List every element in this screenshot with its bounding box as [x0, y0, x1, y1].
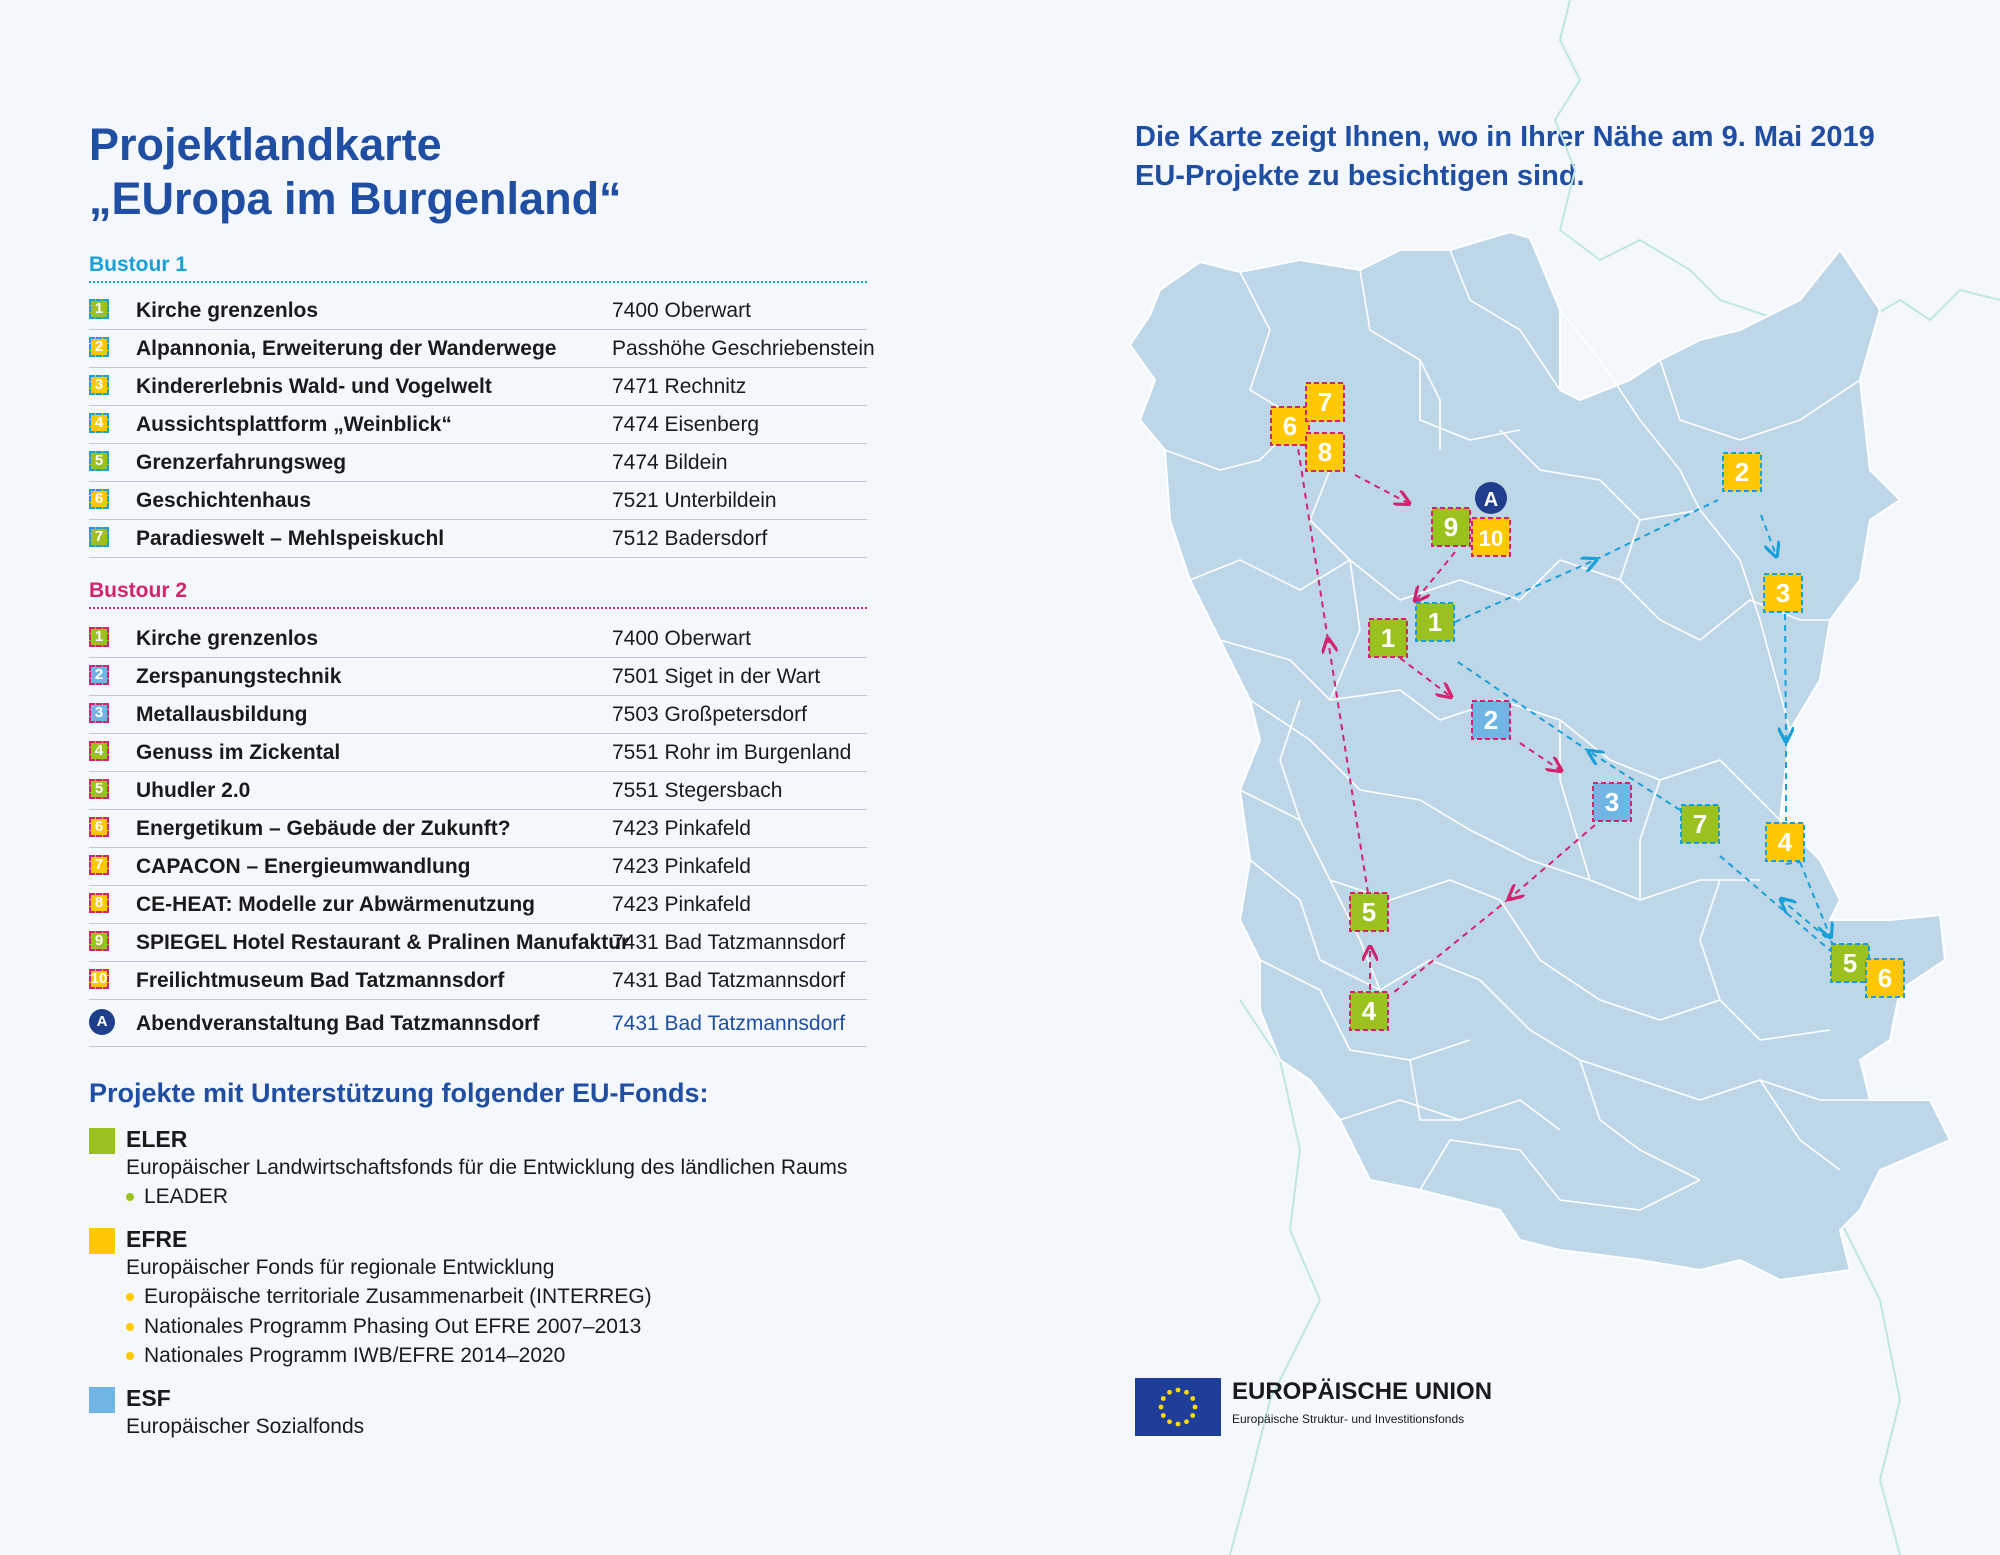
number-badge: 7: [89, 855, 109, 875]
number-badge: 10: [90, 970, 108, 987]
number-badge: 5: [89, 779, 109, 799]
map-marker-tour2: [1271, 407, 1309, 445]
project-name: Genuss im Zickental: [136, 741, 341, 764]
eler-name: ELER: [126, 1126, 188, 1152]
bustour2-heading: Bustour 2: [89, 579, 188, 602]
project-place: 7400 Oberwart: [612, 299, 751, 322]
project-place: 7551 Stegersbach: [612, 779, 783, 802]
map-marker-tour1: [1681, 805, 1719, 843]
map-marker-tour2: [1306, 383, 1344, 421]
state-border-line: [1230, 1000, 1320, 1555]
map-marker-tour2: [1350, 992, 1388, 1030]
number-badge: 6: [89, 489, 109, 509]
evening-badge: A: [89, 1009, 115, 1035]
project-name: CE-HEAT: Modelle zur Abwärmenutzung: [136, 893, 535, 916]
svg-text:A: A: [1483, 489, 1499, 511]
project-name: Uhudler 2.0: [136, 779, 251, 802]
map-marker-tour1: [1723, 453, 1761, 491]
svg-text:8: 8: [1317, 437, 1333, 467]
eu-star-icon: [1190, 1396, 1195, 1401]
project-name: Geschichtenhaus: [136, 489, 312, 512]
number-badge: 5: [89, 451, 109, 471]
headline-line-1: Die Karte zeigt Ihnen, wo in Ihrer Nähe am 9. Mai 2019: [1135, 121, 1875, 153]
project-name: Kindererlebnis Wald- und Vogelwelt: [136, 375, 492, 398]
map-marker-tour1: [1766, 823, 1804, 861]
project-place: 7431 Bad Tatzmannsdorf: [612, 931, 846, 954]
project-place: 7551 Rohr im Burgenland: [612, 741, 852, 764]
map-marker-tour2: [1472, 701, 1510, 739]
state-border-line: [1555, 0, 2000, 330]
bustour1-heading: Bustour 1: [89, 253, 188, 276]
eu-flag-icon: [1135, 1378, 1221, 1436]
project-name: Paradieswelt – Mehlspeiskuchl: [136, 527, 445, 550]
map-marker-tour2: [1432, 508, 1470, 546]
esf-name: ESF: [126, 1385, 171, 1411]
efre-bullet: Nationales Programm IWB/EFRE 2014–2020: [126, 1344, 565, 1368]
map-marker-tour2: [1593, 783, 1631, 821]
project-name: Alpannonia, Erweiterung der Wanderwege: [136, 337, 557, 360]
project-name: Zerspanungstechnik: [136, 665, 342, 688]
map-marker-tour2: [1350, 893, 1388, 931]
eu-star-icon: [1159, 1405, 1164, 1410]
project-name: CAPACON – Energieumwandlung: [136, 855, 471, 878]
map-marker-tour1: [1831, 944, 1869, 982]
map-marker-tour1: [1764, 574, 1802, 612]
eu-logo-line-1: EUROPÄISCHE UNION: [1232, 1378, 1493, 1405]
eu-star-icon: [1161, 1396, 1166, 1401]
svg-text:7: 7: [1692, 809, 1708, 839]
eu-star-icon: [1167, 1419, 1172, 1424]
eu-star-icon: [1167, 1390, 1172, 1395]
number-badge: 4: [89, 413, 109, 433]
svg-text:1: 1: [1380, 623, 1396, 653]
esf-desc: Europäischer Sozialfonds: [126, 1415, 365, 1438]
project-name: Freilichtmuseum Bad Tatzmannsdorf: [136, 969, 505, 992]
map-marker-tour1: [1866, 959, 1904, 997]
svg-text:2: 2: [1734, 457, 1750, 487]
map-marker-tour1: [1416, 603, 1454, 641]
eu-star-icon: [1184, 1390, 1189, 1395]
eu-star-icon: [1190, 1413, 1195, 1418]
number-badge: 9: [89, 931, 109, 951]
project-name: Kirche grenzenlos: [136, 627, 319, 650]
svg-text:3: 3: [1604, 787, 1620, 817]
efre-bullet: Europäische territoriale Zusammenarbeit (INTERREG): [126, 1285, 652, 1309]
efre-name: EFRE: [126, 1226, 188, 1252]
project-place: 7521 Unterbildein: [612, 489, 777, 512]
title-line-2: „EUropa im Burgenland“: [89, 173, 622, 224]
svg-text:5: 5: [1842, 948, 1858, 978]
eu-stars-icon: [1135, 1378, 1221, 1436]
project-name: Metallausbildung: [136, 703, 308, 726]
svg-text:3: 3: [1775, 578, 1791, 608]
title-line-1: Projektlandkarte: [89, 119, 442, 170]
number-badge: 3: [89, 703, 109, 723]
map-marker-tour2: [1472, 518, 1510, 556]
eu-star-icon: [1161, 1413, 1166, 1418]
map-marker-tour2: [1369, 619, 1407, 657]
project-place: 7474 Bildein: [612, 451, 728, 474]
project-name: SPIEGEL Hotel Restaurant & Pralinen Manufaktur: [136, 931, 630, 954]
number-badge: 7: [89, 527, 109, 547]
number-badge: 3: [89, 375, 109, 395]
efre-desc: Europäischer Fonds für regionale Entwicklung: [126, 1256, 555, 1279]
number-badge: 1: [89, 299, 109, 319]
eu-star-icon: [1176, 1422, 1181, 1427]
svg-text:4: 4: [1777, 827, 1793, 857]
project-place: 7512 Badersdorf: [612, 527, 768, 550]
svg-text:7: 7: [1317, 387, 1333, 417]
efre-bullet: Nationales Programm Phasing Out EFRE 2007–2013: [126, 1315, 641, 1339]
project-place: 7423 Pinkafeld: [612, 817, 751, 840]
project-name: Energetikum – Gebäude der Zukunft?: [136, 817, 511, 840]
project-place: 7503 Großpetersdorf: [612, 703, 807, 726]
number-badge: 6: [89, 817, 109, 837]
map-marker-tour2: [1306, 433, 1344, 471]
eu-star-icon: [1193, 1405, 1198, 1410]
eler-bullet: LEADER: [126, 1185, 228, 1209]
eu-star-icon: [1184, 1419, 1189, 1424]
project-place: 7501 Siget in der Wart: [612, 665, 821, 688]
project-place: 7423 Pinkafeld: [612, 893, 751, 916]
svg-text:6: 6: [1282, 411, 1298, 441]
project-place: 7431 Bad Tatzmannsdorf: [612, 969, 846, 992]
project-place: 7471 Rechnitz: [612, 375, 747, 398]
number-badge: 4: [89, 741, 109, 761]
svg-text:1: 1: [1427, 607, 1443, 637]
svg-text:10: 10: [1478, 526, 1504, 551]
project-place: 7431 Bad Tatzmannsdorf: [612, 1012, 846, 1035]
project-name: Aussichtsplattform „Weinblick“: [136, 413, 452, 436]
eu-logo-line-2: Europäische Struktur- und Investitionsfonds: [1232, 1412, 1465, 1426]
eler-desc: Europäischer Landwirtschaftsfonds für die Entwicklung des ländlichen Raums: [126, 1156, 848, 1179]
project-place: 7423 Pinkafeld: [612, 855, 751, 878]
svg-text:6: 6: [1877, 963, 1893, 993]
svg-text:4: 4: [1361, 996, 1377, 1026]
svg-text:5: 5: [1361, 897, 1377, 927]
project-name: Abendveranstaltung Bad Tatzmannsdorf: [136, 1012, 540, 1035]
project-place: 7400 Oberwart: [612, 627, 751, 650]
map-marker-evening: [1475, 482, 1507, 514]
svg-text:2: 2: [1483, 705, 1499, 735]
eu-star-icon: [1176, 1388, 1181, 1393]
project-name: Grenzerfahrungsweg: [136, 451, 347, 474]
svg-text:9: 9: [1443, 512, 1459, 542]
number-badge: 2: [89, 337, 109, 357]
headline-line-2: EU-Projekte zu besichtigen sind.: [1135, 160, 1585, 192]
number-badge: 1: [89, 627, 109, 647]
project-place: Passhöhe Geschriebenstein: [612, 337, 875, 360]
fonds-title: Projekte mit Unterstützung folgender EU-Fonds:: [89, 1078, 709, 1108]
project-name: Kirche grenzenlos: [136, 299, 319, 322]
project-place: 7474 Eisenberg: [612, 413, 760, 436]
number-badge: 8: [89, 893, 109, 913]
number-badge: 2: [89, 665, 109, 685]
